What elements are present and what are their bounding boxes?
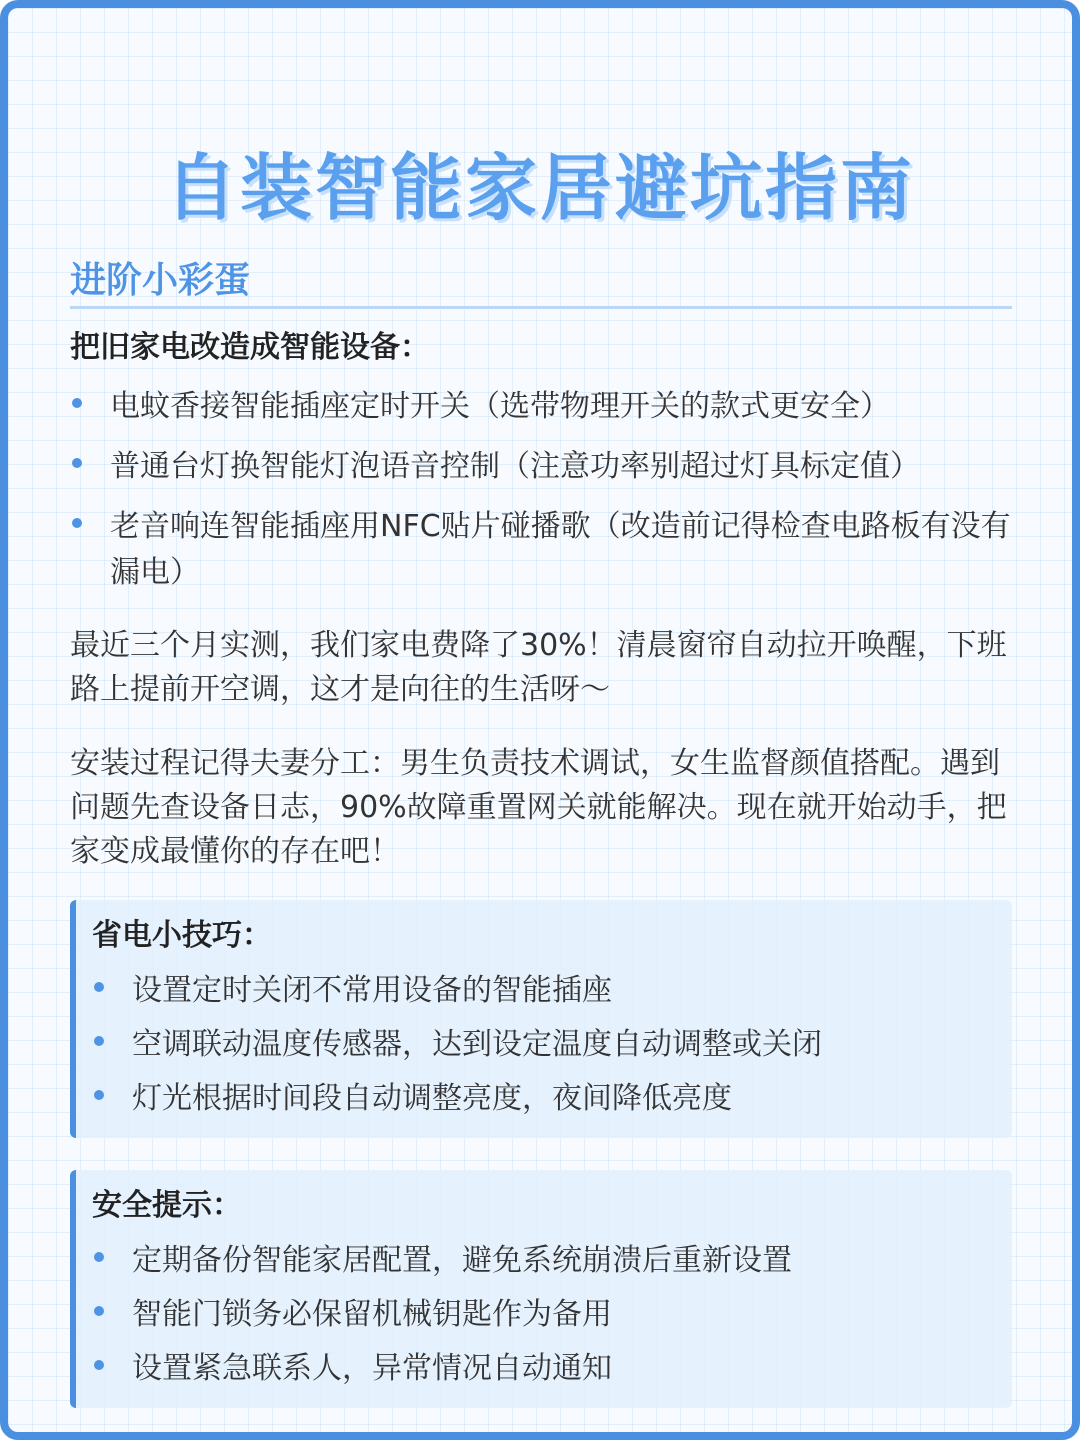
list-item-text: 设置紧急联系人，异常情况自动通知: [132, 1351, 612, 1386]
bullet-dot-icon: [72, 518, 82, 528]
list-item-text: 空调联动温度传感器，达到设定温度自动调整或关闭: [132, 1027, 822, 1062]
result-paragraph: 最近三个月实测，我们家电费降了30%！清晨窗帘自动拉开唤醒，下班路上提前开空调，这才是向往的生活呀～: [70, 628, 1007, 707]
bullet-dot-icon: [94, 1252, 104, 1262]
list-item: [70, 444, 1014, 490]
list-item: [92, 1076, 992, 1122]
saving-tips-box: [70, 900, 1012, 1138]
bullet-dot-icon: [94, 1090, 104, 1100]
list-item: [70, 384, 1014, 430]
saving-tips-list: [92, 968, 992, 1122]
bullet-dot-icon: [94, 1306, 104, 1316]
list-item: [92, 1346, 992, 1392]
section-divider: [70, 306, 1012, 309]
retrofit-list: [70, 384, 1014, 596]
bullet-dot-icon: [94, 1360, 104, 1370]
bullet-dot-icon: [72, 398, 82, 408]
list-item: [92, 1238, 992, 1284]
list-item-text: 智能门锁务必保留机械钥匙作为备用: [132, 1297, 612, 1332]
list-item-text: 定期备份智能家居配置，避免系统崩溃后重新设置: [132, 1243, 792, 1278]
list-item-text: 老音响连智能插座用NFC贴片碰播歌（改造前记得检查电路板有没有漏电）: [110, 509, 1011, 590]
bullet-dot-icon: [72, 458, 82, 468]
list-item: [92, 1292, 992, 1338]
list-item: [92, 1022, 992, 1068]
advice-paragraph: 安装过程记得夫妻分工：男生负责技术调试，女生监督颜值搭配。遇到问题先查设备日志，90%故障重置网关就能解决。现在就开始动手，把家变成最懂你的存在吧！: [70, 746, 1007, 869]
list-item: [92, 968, 992, 1014]
saving-tips-heading: 省电小技巧：: [92, 918, 272, 953]
safety-tips-box: [70, 1170, 1012, 1408]
safety-tips-list: [92, 1238, 992, 1392]
bullet-dot-icon: [94, 1036, 104, 1046]
list-item-text: 普通台灯换智能灯泡语音控制（注意功率别超过灯具标定值）: [110, 449, 920, 484]
main-content: [70, 326, 1014, 874]
list-item-text: 灯光根据时间段自动调整亮度，夜间降低亮度: [132, 1081, 732, 1116]
list-item-text: 设置定时关闭不常用设备的智能插座: [132, 973, 612, 1008]
retrofit-heading: 把旧家电改造成智能设备：: [70, 330, 430, 365]
bullet-dot-icon: [94, 982, 104, 992]
list-item: [70, 504, 1014, 596]
safety-tips-heading: 安全提示：: [92, 1188, 242, 1223]
list-item-text: 电蚊香接智能插座定时开关（选带物理开关的款式更安全）: [110, 389, 890, 424]
section-title: 进阶小彩蛋: [70, 260, 251, 301]
page-title: 自装智能家居避坑指南: [164, 146, 915, 230]
